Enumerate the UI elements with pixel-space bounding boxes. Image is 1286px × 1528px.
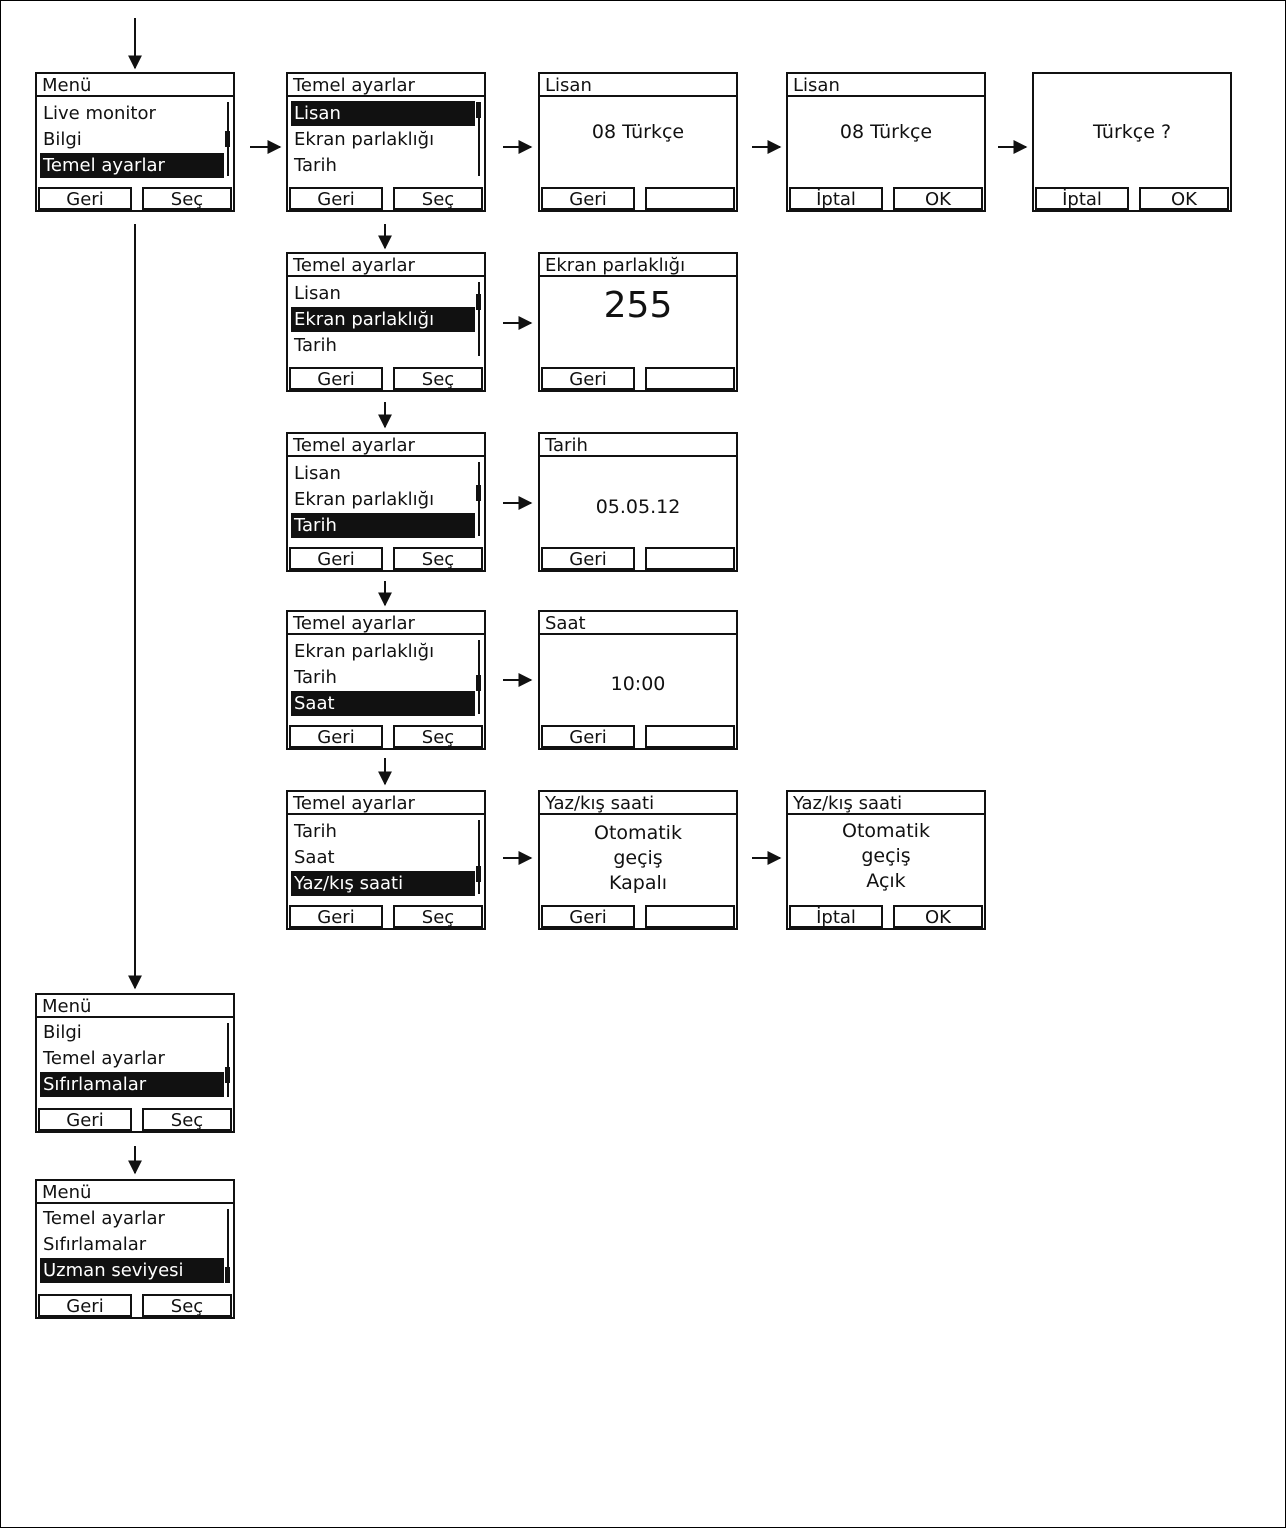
menu-item[interactable]: Lisan	[291, 101, 475, 126]
menu-item[interactable]: Tarih	[294, 335, 337, 356]
value-screen-dst-edit	[786, 790, 986, 930]
back-button[interactable]: Geri	[541, 725, 635, 748]
scrollbar-thumb[interactable]	[476, 485, 481, 501]
value-screen-dst	[538, 790, 738, 930]
menu-item[interactable]: Tarih	[294, 667, 337, 688]
menu-item[interactable]: Tarih	[294, 821, 337, 842]
dst-line: Otomatik	[594, 822, 682, 844]
screen-title: Ekran parlaklığı	[540, 254, 736, 277]
dst-line: Otomatik	[842, 820, 930, 842]
menu-screen-basic-settings-brightness	[286, 252, 486, 392]
time-value: 10:00	[610, 673, 666, 695]
menu-item[interactable]: Temel ayarlar	[43, 1208, 165, 1229]
confirm-screen-language	[1032, 72, 1232, 212]
empty-softkey[interactable]	[645, 367, 735, 390]
cancel-button[interactable]: İptal	[789, 187, 883, 210]
ok-button[interactable]: OK	[1139, 187, 1229, 210]
screen-title: Saat	[540, 612, 736, 635]
menu-item[interactable]: Lisan	[294, 283, 341, 304]
dst-line: geçiş	[613, 847, 663, 869]
menu-item[interactable]: Lisan	[294, 463, 341, 484]
back-button[interactable]: Geri	[541, 367, 635, 390]
menu-screen-basic-settings-dst	[286, 790, 486, 930]
scrollbar-thumb[interactable]	[225, 1267, 230, 1283]
language-value: 08 Türkçe	[839, 121, 933, 143]
back-button[interactable]: Geri	[38, 187, 132, 210]
empty-softkey[interactable]	[645, 547, 735, 570]
menu-item[interactable]: Bilgi	[43, 1022, 82, 1043]
screen-title: Lisan	[788, 74, 984, 97]
value-screen-time	[538, 610, 738, 750]
dst-state: Kapalı	[608, 872, 668, 894]
back-button[interactable]: Geri	[541, 187, 635, 210]
scrollbar-thumb[interactable]	[476, 675, 481, 691]
select-button[interactable]: Seç	[142, 1108, 232, 1131]
menu-item[interactable]: Temel ayarlar	[40, 153, 224, 178]
back-button[interactable]: Geri	[289, 547, 383, 570]
select-button[interactable]: Seç	[142, 187, 232, 210]
value-screen-date	[538, 432, 738, 572]
screen-title: Temel ayarlar	[288, 612, 484, 635]
screen-title: Menü	[37, 995, 233, 1018]
menu-screen-basic-settings-date	[286, 432, 486, 572]
value-screen-language	[538, 72, 738, 212]
select-button[interactable]: Seç	[393, 905, 483, 928]
scrollbar-track	[478, 820, 480, 894]
menu-screen-main	[35, 72, 235, 212]
select-button[interactable]: Seç	[393, 547, 483, 570]
menu-item[interactable]: Live monitor	[43, 103, 156, 124]
cancel-button[interactable]: İptal	[1035, 187, 1129, 210]
empty-softkey[interactable]	[645, 905, 735, 928]
menu-item[interactable]: Sıfırlamalar	[43, 1234, 147, 1255]
menu-item[interactable]: Temel ayarlar	[43, 1048, 165, 1069]
select-button[interactable]: Seç	[393, 725, 483, 748]
empty-softkey[interactable]	[645, 187, 735, 210]
screen-title: Yaz/kış saati	[540, 792, 736, 815]
screen-title: Menü	[37, 1181, 233, 1204]
menu-item[interactable]: Tarih	[294, 155, 337, 176]
menu-item[interactable]: Sıfırlamalar	[40, 1072, 224, 1097]
select-button[interactable]: Seç	[393, 367, 483, 390]
ok-button[interactable]: OK	[893, 905, 983, 928]
back-button[interactable]: Geri	[38, 1294, 132, 1317]
dst-line: geçiş	[861, 845, 911, 867]
screen-title: Temel ayarlar	[288, 254, 484, 277]
select-button[interactable]: Seç	[142, 1294, 232, 1317]
menu-screen-expert-level	[35, 1179, 235, 1319]
back-button[interactable]: Geri	[289, 187, 383, 210]
screen-title: Lisan	[540, 74, 736, 97]
screen-title: Temel ayarlar	[288, 792, 484, 815]
menu-screen-basic-settings-language	[286, 72, 486, 212]
menu-item[interactable]: Ekran parlaklığı	[291, 307, 475, 332]
back-button[interactable]: Geri	[289, 725, 383, 748]
scrollbar-thumb[interactable]	[225, 131, 230, 147]
menu-item[interactable]: Saat	[294, 847, 335, 868]
ok-button[interactable]: OK	[893, 187, 983, 210]
screen-title: Yaz/kış saati	[788, 792, 984, 815]
language-value: 08 Türkçe	[591, 121, 685, 143]
select-button[interactable]: Seç	[393, 187, 483, 210]
menu-screen-resets	[35, 993, 235, 1133]
menu-item[interactable]: Yaz/kış saati	[291, 871, 475, 896]
dst-state: Açık	[866, 870, 906, 892]
empty-softkey[interactable]	[645, 725, 735, 748]
back-button[interactable]: Geri	[541, 547, 635, 570]
scrollbar-thumb[interactable]	[225, 1067, 230, 1083]
brightness-value: 255	[603, 285, 673, 326]
date-value: 05.05.12	[595, 496, 681, 518]
scrollbar-thumb[interactable]	[476, 102, 481, 118]
scrollbar-thumb[interactable]	[476, 294, 481, 310]
menu-item[interactable]: Ekran parlaklığı	[294, 129, 435, 150]
menu-item[interactable]: Saat	[291, 691, 475, 716]
back-button[interactable]: Geri	[38, 1108, 132, 1131]
back-button[interactable]: Geri	[541, 905, 635, 928]
screen-title: Temel ayarlar	[288, 74, 484, 97]
screen-title: Temel ayarlar	[288, 434, 484, 457]
menu-item[interactable]: Ekran parlaklığı	[294, 641, 435, 662]
menu-item[interactable]: Ekran parlaklığı	[294, 489, 435, 510]
scrollbar-track	[227, 1023, 229, 1097]
menu-screen-basic-settings-time	[286, 610, 486, 750]
value-screen-language-edit	[786, 72, 986, 212]
screen-title: Menü	[37, 74, 233, 97]
value-screen-brightness	[538, 252, 738, 392]
back-button[interactable]: Geri	[289, 367, 383, 390]
cancel-button[interactable]: İptal	[789, 905, 883, 928]
menu-item[interactable]: Bilgi	[43, 129, 82, 150]
back-button[interactable]: Geri	[289, 905, 383, 928]
confirm-question: Türkçe ?	[1092, 121, 1172, 143]
scrollbar-thumb[interactable]	[476, 866, 481, 882]
screen-title: Tarih	[540, 434, 736, 457]
menu-item[interactable]: Uzman seviyesi	[40, 1258, 224, 1283]
menu-item[interactable]: Tarih	[291, 513, 475, 538]
